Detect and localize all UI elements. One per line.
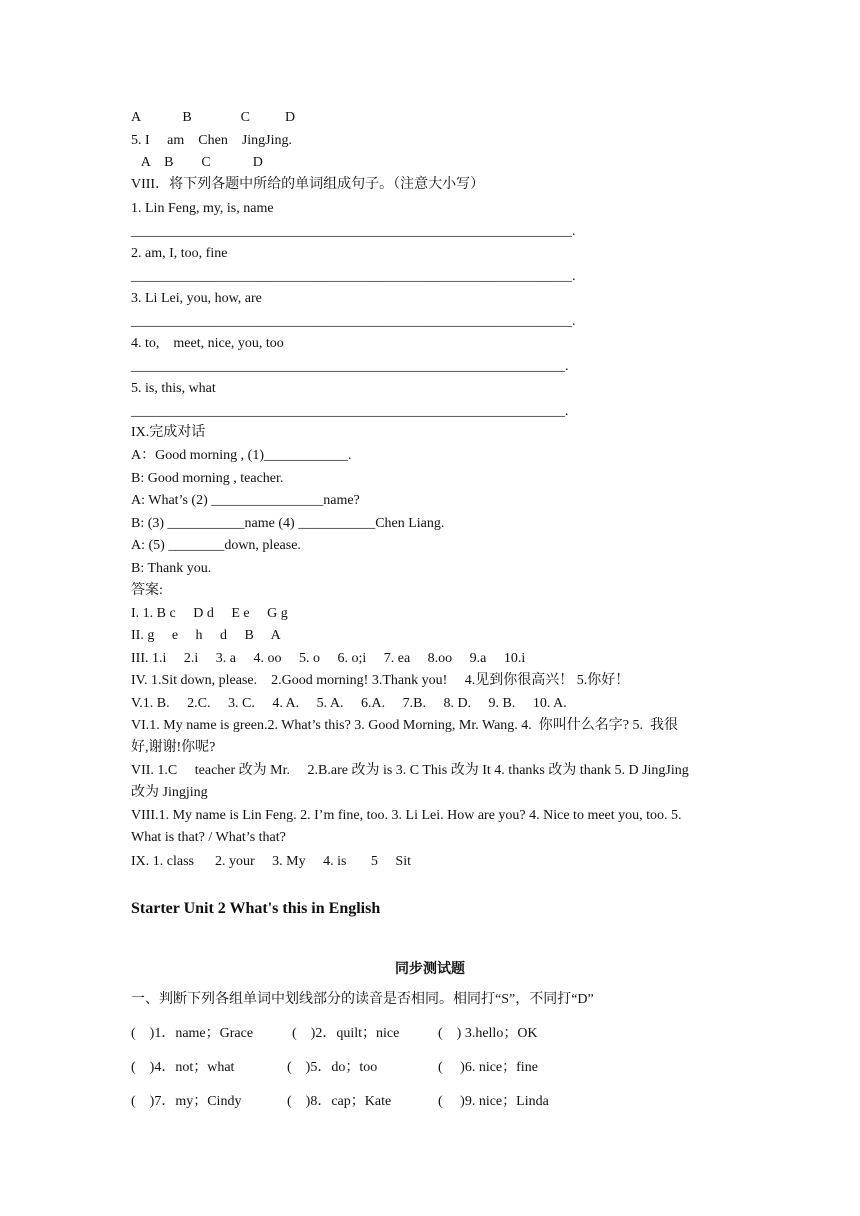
section-9-heading: IX.完成对话 <box>131 425 206 440</box>
dialogue-line: B: (3) ___________name (4) ___________Chen Liang. <box>131 516 445 531</box>
exercise-item: ( )4．not；what <box>131 1060 235 1075</box>
answer-line: IX. 1. class 2. your 3. My 4. is 5 Sit <box>131 854 411 869</box>
answer-blank-line: _______________________________________________________________. <box>131 224 576 239</box>
dialogue-line: A：Good morning , (1)____________. <box>131 448 352 463</box>
answer-blank-line: ______________________________________________________________. <box>131 404 569 419</box>
exercise-item: ( )9. nice；Linda <box>438 1094 549 1109</box>
answer-blank-line: _______________________________________________________________. <box>131 269 576 284</box>
answer-line: VI.1. My name is green.2. What’s this? 3. Good Morning, Mr. Wang. 4. 你叫什么名字? 5. 我很 <box>131 718 679 733</box>
answer-line: IV. 1.Sit down, please. 2.Good morning! 3.Thank you! 4.见到你很高兴！ 5.你好！ <box>131 673 630 688</box>
exercise-item: ( ) 3.hello；OK <box>438 1026 538 1041</box>
section-8-prompt: 5. is, this, what <box>131 381 216 396</box>
answer-line: 好,谢谢!你呢? <box>131 740 216 755</box>
answers-heading: 答案: <box>131 583 163 598</box>
exercise-item: ( )8．cap；Kate <box>287 1094 392 1109</box>
answer-blank-line: _______________________________________________________________. <box>131 314 576 329</box>
dialogue-line: B: Thank you. <box>131 561 212 576</box>
exercise-item: ( )1．name；Grace <box>131 1026 254 1041</box>
exercise-instruction: 一、判断下列各组单词中划线部分的读音是否相同。相同打“S”，不同打“D” <box>131 992 594 1007</box>
exercise-item: ( )2．quilt；nice <box>292 1026 400 1041</box>
unit-subtitle: 同步测试题 <box>395 962 465 977</box>
section-8-prompt: 4. to, meet, nice, you, too <box>131 336 284 351</box>
answer-line: 改为 Jingjing <box>131 785 208 800</box>
answer-line: V.1. B. 2.C. 3. C. 4. A. 5. A. 6.A. 7.B. 8. D. 9. B. 10. A. <box>131 696 567 711</box>
exercise-item: ( )6. nice；fine <box>438 1060 538 1075</box>
options-row: A B C D <box>131 155 263 170</box>
section-8-prompt: 2. am, I, too, fine <box>131 246 228 261</box>
dialogue-line: A: (5) ________down, please. <box>131 538 301 553</box>
unit-title: Starter Unit 2 What's this in English <box>131 900 381 917</box>
answer-line: III. 1.i 2.i 3. a 4. oo 5. o 6. o;i 7. ea 8.oo 9.a 10.i <box>131 651 526 666</box>
question-5: 5. I am Chen JingJing. <box>131 133 292 148</box>
options-row: A B C D <box>131 110 296 125</box>
dialogue-line: B: Good morning , teacher. <box>131 471 284 486</box>
section-8-heading: VIII．将下列各题中所给的单词组成句子。（注意大小写） <box>131 177 485 192</box>
exercise-item: ( )7．my；Cindy <box>131 1094 242 1109</box>
dialogue-line: A: What’s (2) ________________name? <box>131 493 360 508</box>
answer-line: II. g e h d B A <box>131 628 281 643</box>
answer-blank-line: ______________________________________________________________. <box>131 359 569 374</box>
answer-line: I. 1. B c D d E e G g <box>131 606 288 621</box>
answer-line: VIII.1. My name is Lin Feng. 2. I’m fine, too. 3. Li Lei. How are you? 4. Nice to meet you, too. 5. <box>131 808 682 823</box>
answer-line: VII. 1.C teacher 改为 Mr. 2.B.are 改为 is 3. C This 改为 It 4. thanks 改为 thank 5. D JingJing <box>131 763 689 778</box>
exercise-item: ( )5．do；too <box>287 1060 378 1075</box>
section-8-prompt: 3. Li Lei, you, how, are <box>131 291 262 306</box>
answer-line: What is that? / What’s that? <box>131 830 286 845</box>
section-8-prompt: 1. Lin Feng, my, is, name <box>131 201 274 216</box>
